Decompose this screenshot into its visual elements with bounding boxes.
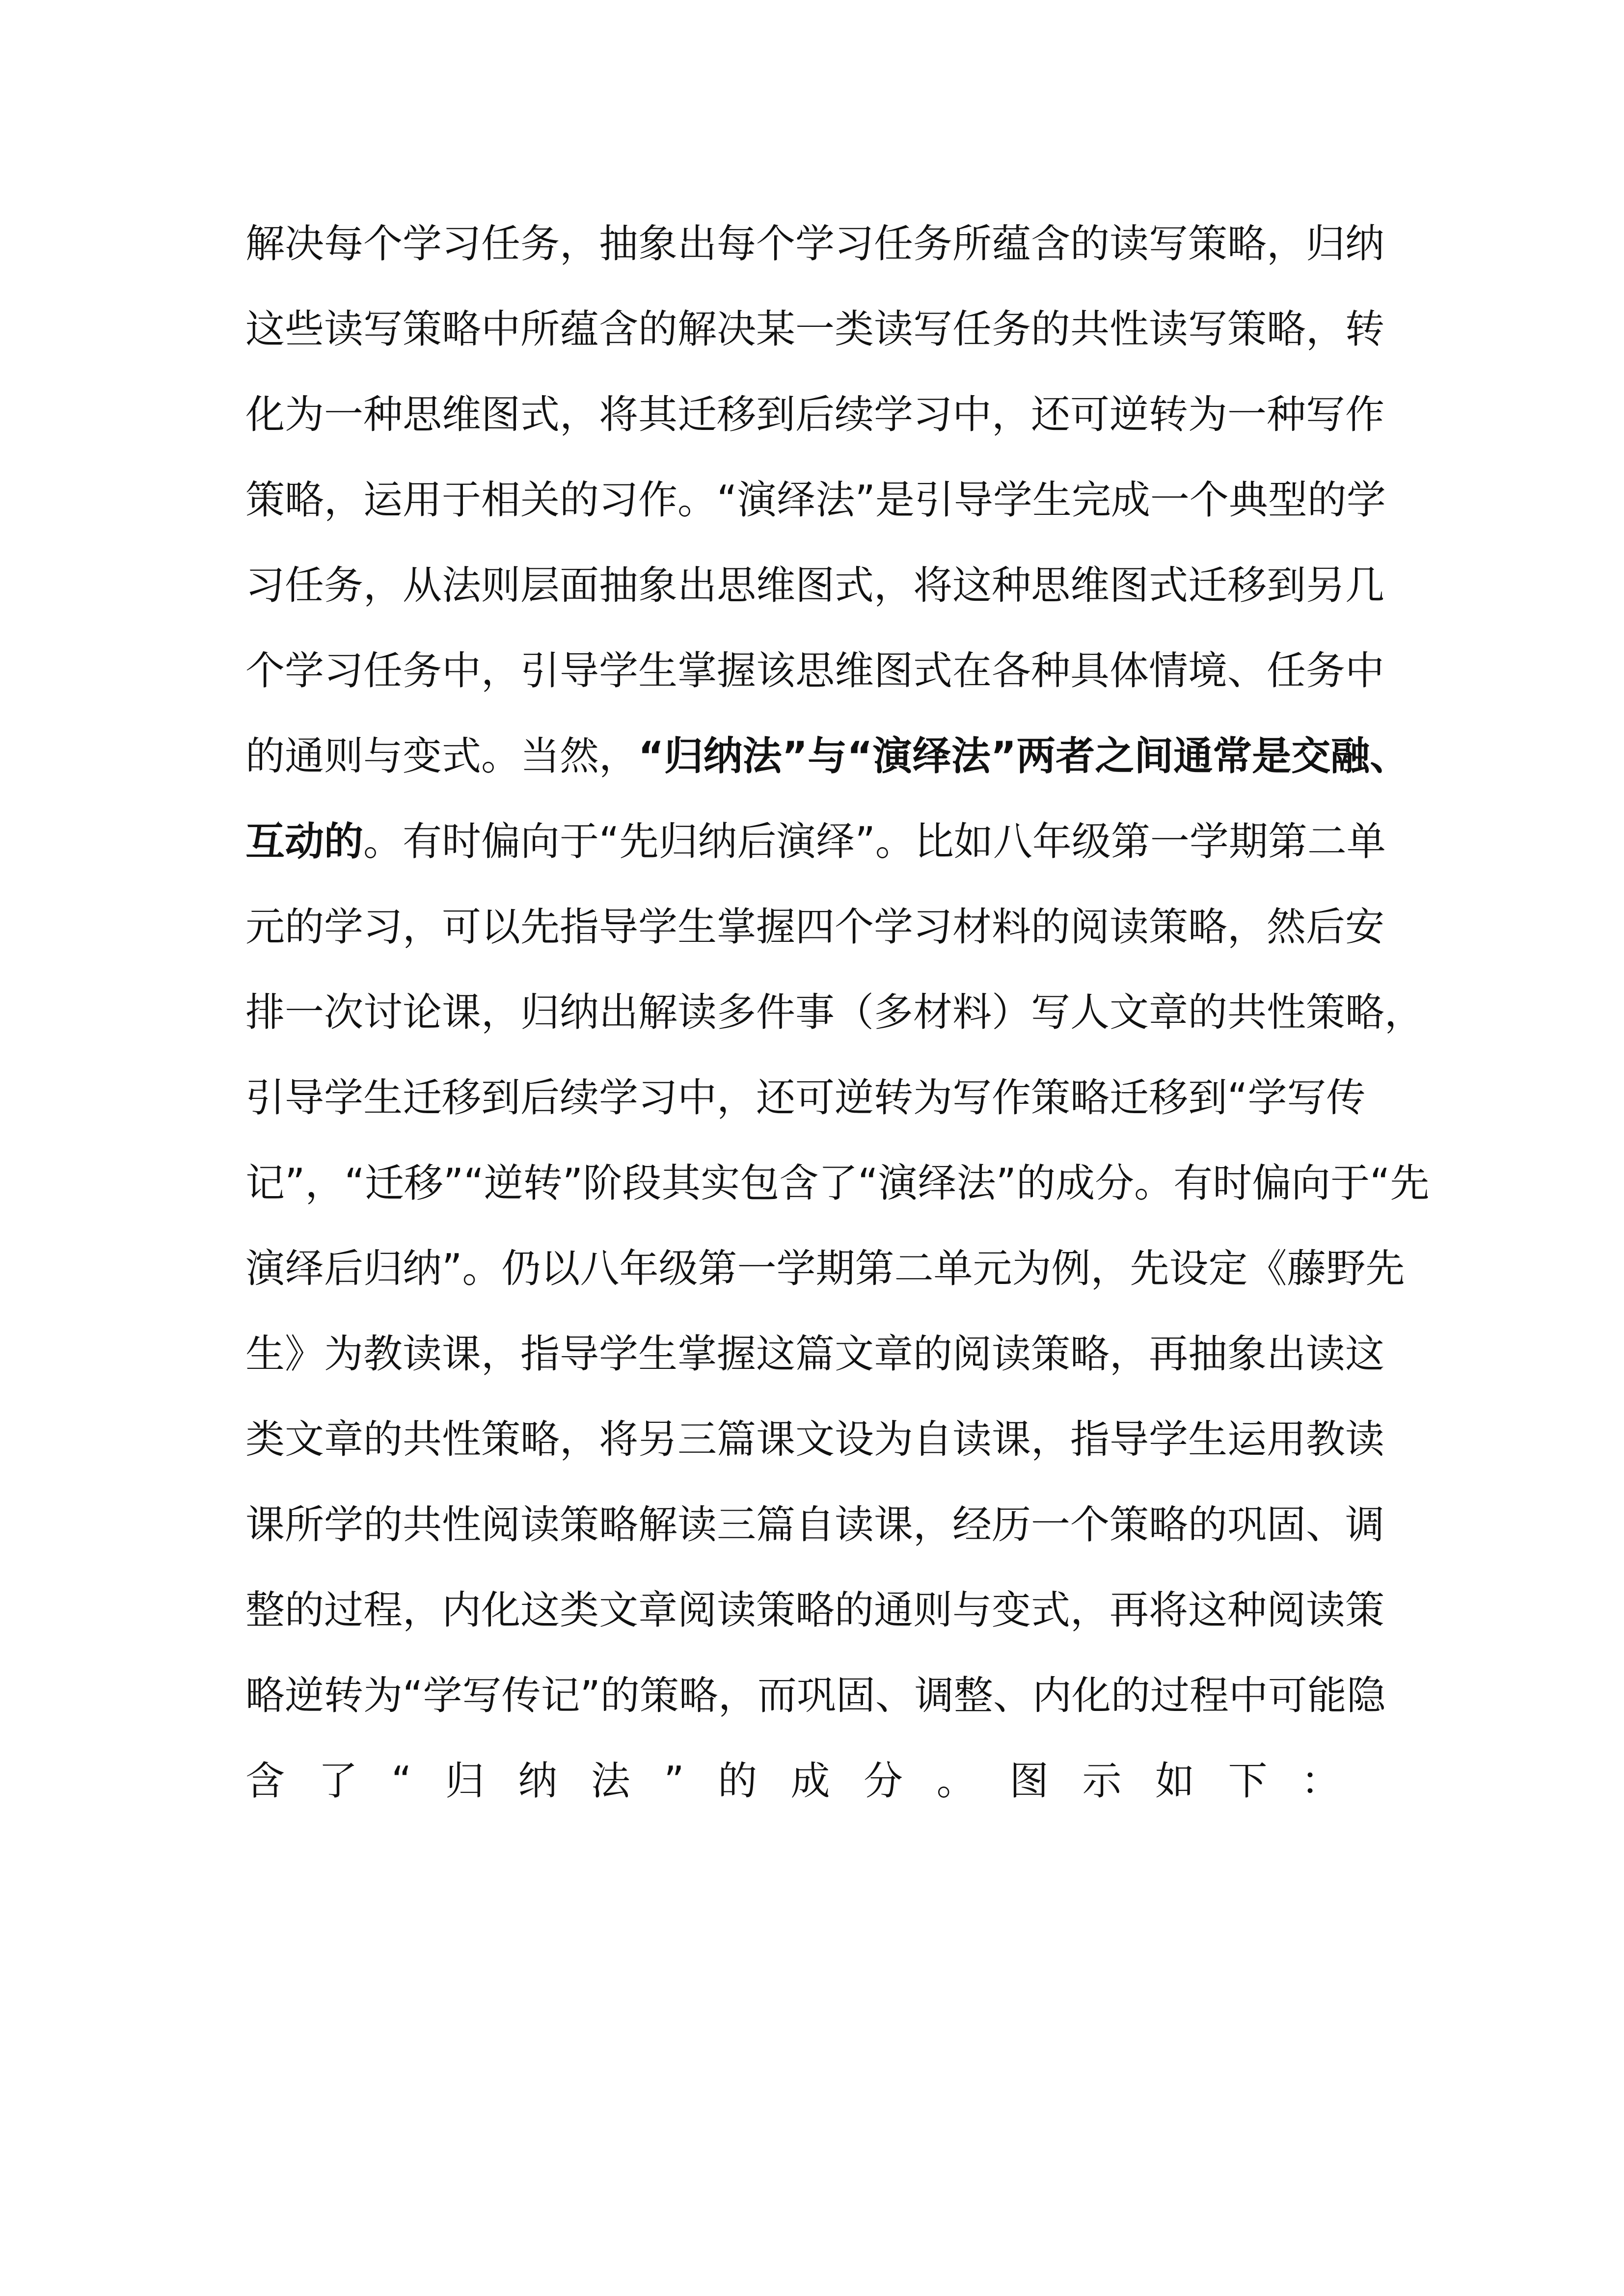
bold-text-segment: “归纳法”与“演绎法”两者之间通常是交融、 bbox=[638, 733, 1409, 779]
text-line: 演绎后归纳”。仍以八年级第一学期第二单元为例，先设定《藤野先 bbox=[245, 1246, 1405, 1291]
character: ： bbox=[1300, 1758, 1340, 1804]
text-line: 略逆转为“学写传记”的策略，而巩固、调整、内化的过程中可能隐 bbox=[245, 1673, 1386, 1718]
text-line bbox=[245, 799, 1404, 884]
text-line: 引导学生迁移到后续学习中，还可逆转为写作策略迁移到“学写传 bbox=[245, 1075, 1366, 1121]
text-line bbox=[245, 714, 1409, 799]
final-text-line bbox=[245, 1738, 1340, 1824]
character: 法 bbox=[591, 1758, 630, 1804]
text-line: 化为一种思维图式，将其迁移到后续学习中，还可逆转为一种写作 bbox=[245, 392, 1384, 437]
text-line: 策略，运用于相关的习作。“演绎法”是引导学生完成一个典型的学 bbox=[245, 477, 1386, 523]
bold-text-segment: 互动的 bbox=[245, 819, 363, 864]
character: 。 bbox=[936, 1758, 976, 1804]
body-paragraph bbox=[245, 201, 1430, 1824]
text-line: 排一次讨论课，归纳出解读多件事（多材料）写人文章的共性策略， bbox=[245, 989, 1424, 1035]
text-line: 解决每个学习任务，抽象出每个学习任务所蕴含的读写策略，归纳 bbox=[245, 221, 1384, 267]
text-line: 生》为教读课，指导学生掌握这篇文章的阅读策略，再抽象出读这 bbox=[245, 1331, 1384, 1377]
character: 成 bbox=[790, 1758, 830, 1804]
character: 示 bbox=[1082, 1758, 1122, 1804]
text-line: 元的学习，可以先指导学生掌握四个学习材料的阅读策略，然后安 bbox=[245, 904, 1384, 950]
text-line: 课所学的共性阅读策略解读三篇自读课，经历一个策略的巩固、调 bbox=[245, 1502, 1384, 1548]
character: 纳 bbox=[518, 1758, 558, 1804]
text-line: 整的过程，内化这类文章阅读策略的通则与变式，再将这种阅读策 bbox=[245, 1587, 1384, 1633]
character: 含 bbox=[245, 1758, 285, 1804]
text-line: 类文章的共性策略，将另三篇课文设为自读课，指导学生运用教读 bbox=[245, 1416, 1384, 1462]
text-segment: 。有时偏向于“先归纳后演绎”。比如八年级第一学期第二单 bbox=[363, 819, 1386, 864]
text-segment: 的通则与变式。当然， bbox=[245, 733, 638, 779]
text-line: 这些读写策略中所蕴含的解决某一类读写任务的共性读写策略，转 bbox=[245, 306, 1384, 352]
character: 了 bbox=[318, 1758, 358, 1804]
character: ” bbox=[664, 1758, 684, 1804]
character: 图 bbox=[1009, 1758, 1049, 1804]
text-line: 习任务，从法则层面抽象出思维图式，将这种思维图式迁移到另几 bbox=[245, 562, 1384, 608]
character: 如 bbox=[1155, 1758, 1194, 1804]
text-line: 个学习任务中，引导学生掌握该思维图式在各种具体情境、任务中 bbox=[245, 648, 1384, 694]
character: 的 bbox=[718, 1758, 758, 1804]
character: 分 bbox=[864, 1758, 903, 1804]
text-line: 记”，“迁移”“逆转”阶段其实包含了“演绎法”的成分。有时偏向于“先 bbox=[245, 1160, 1430, 1206]
character: 下 bbox=[1228, 1758, 1268, 1804]
character: “ bbox=[391, 1758, 412, 1804]
character: 归 bbox=[445, 1758, 485, 1804]
